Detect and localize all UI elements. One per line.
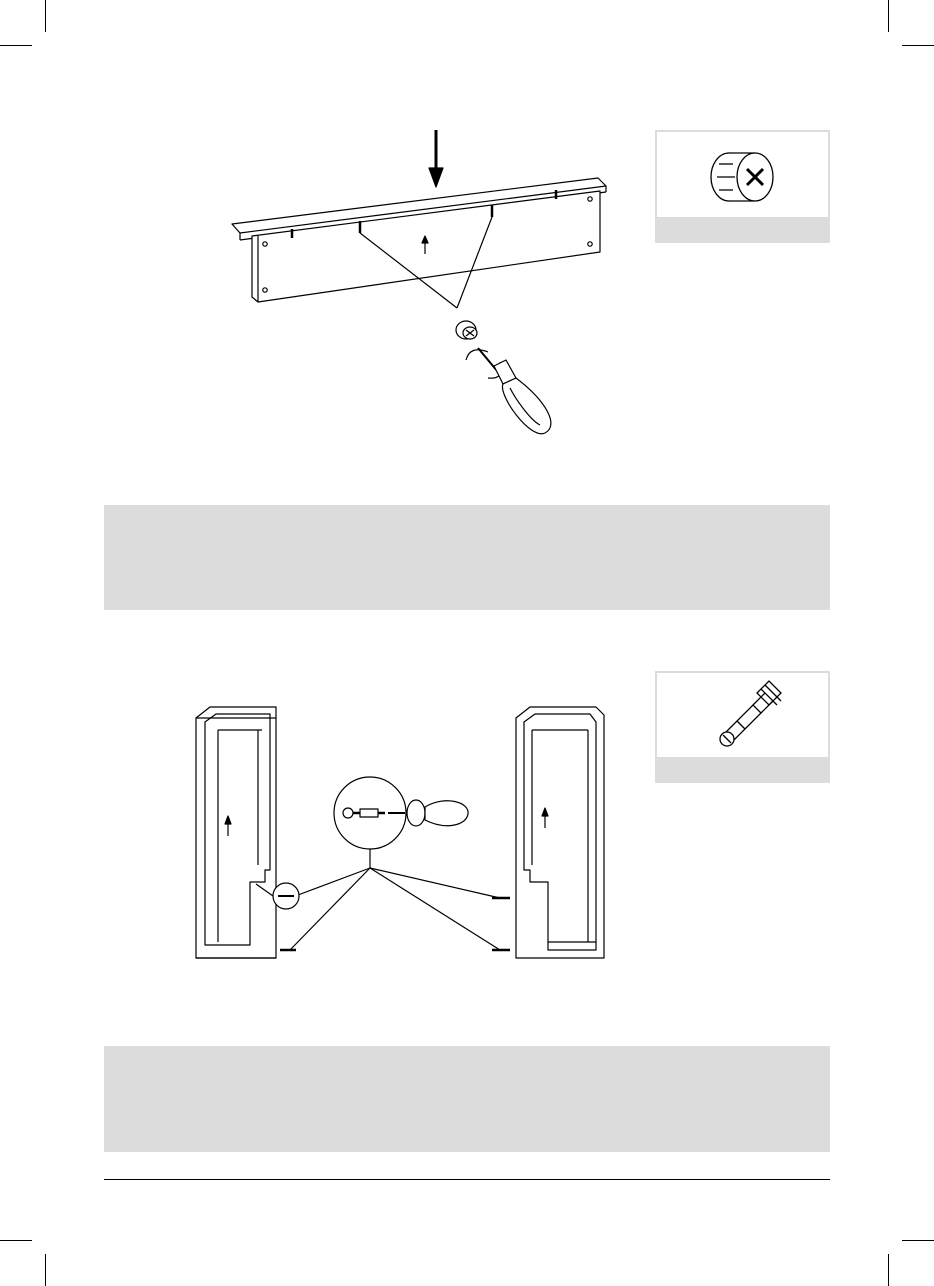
cam-bolt-icon xyxy=(657,673,828,758)
hardware-box-step2 xyxy=(655,671,830,783)
instruction-band-step2 xyxy=(104,1046,830,1152)
hardware-box-label xyxy=(657,757,828,781)
crop-mark-bottom-left-h xyxy=(0,1240,32,1241)
crop-mark-bottom-right-h xyxy=(902,1240,934,1241)
right-side-panel xyxy=(516,707,604,958)
left-side-panel xyxy=(196,707,276,958)
crop-mark-bottom-left-v xyxy=(45,1254,46,1286)
hardware-box-step1 xyxy=(655,130,830,243)
cam-lock-icon xyxy=(657,132,828,217)
instruction-band-step1 xyxy=(104,505,830,610)
crop-mark-bottom-right-v xyxy=(888,1254,889,1286)
screwdriver-icon xyxy=(466,348,551,434)
hardware-box-label xyxy=(657,217,828,241)
footer-rule xyxy=(104,1179,830,1180)
